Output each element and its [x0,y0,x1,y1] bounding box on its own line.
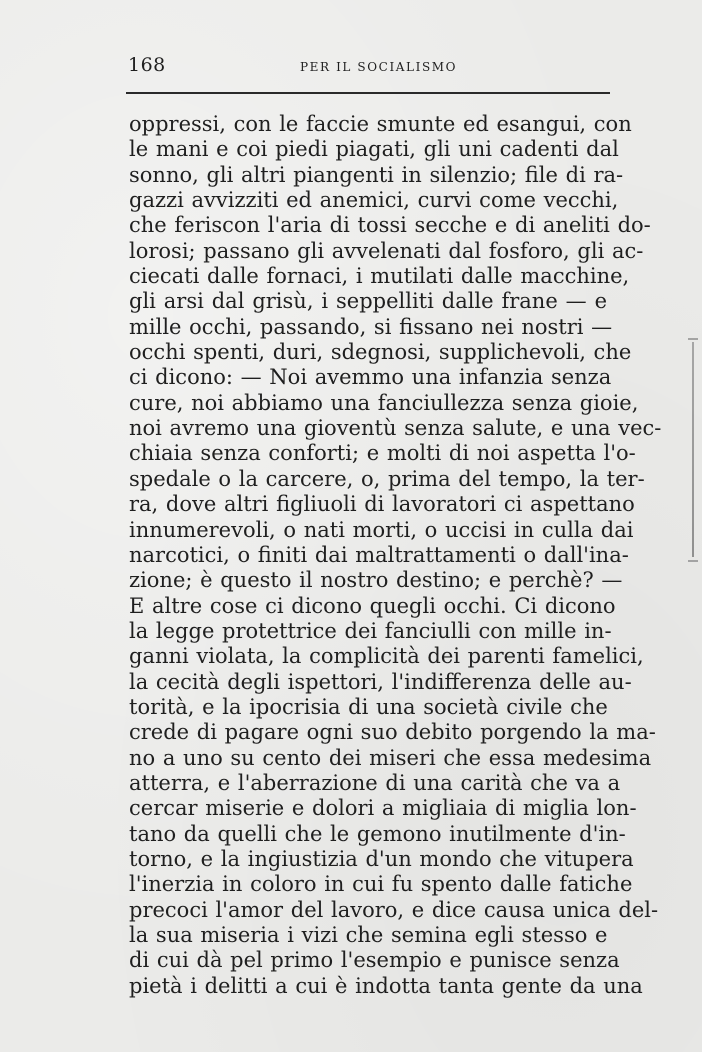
page-header [128,54,608,82]
text-line: gazzi avvizziti ed anemici, curvi come vecchi, [129,188,619,213]
text-line: di cui dà pel primo l'esempio e punisce senza [129,948,620,973]
text-line: cercar miserie e dolori a migliaia di miglia lon- [129,796,637,821]
text-line: torno, e la ingiustizia d'un mondo che vitupera [129,846,634,871]
text-line: precoci l'amor del lavoro, e dice causa unica del- [129,897,659,922]
text-line: che feriscon l'aria di tossi secche e di aneliti do- [129,213,651,238]
text-line: torità, e la ipocrisia di una società civile che [129,694,608,719]
text-line: lorosi; passano gli avvelenati dal fosforo, gli ac- [129,238,644,263]
margin-mark-top [688,338,698,340]
text-line: atterra, e l'aberrazione di una carità che va a [129,770,621,795]
text-line: tano da quelli che le gemono inutilmente d'in- [129,821,626,846]
text-line: gli arsi dal grisù, i seppelliti dalle frane — e [129,289,607,314]
text-line: la sua miseria i vizi che semina egli stesso e [129,923,608,947]
text-line: E altre cose ci dicono quegli occhi. Ci dicono [129,593,616,618]
text-line: la legge protettrice dei fanciulli con mille in- [129,618,612,643]
text-line: narcotici, o finiti dai maltrattamenti o dall'ina- [129,542,629,567]
body-text [129,112,662,999]
text-line: mille occhi, passando, si fissano nei nostri — [129,314,613,339]
page-number: 168 [128,54,166,76]
margin-mark [688,322,698,572]
text-line: no a uno su cento dei miseri che essa medesima [129,745,652,770]
header-rule [126,92,610,94]
margin-mark-bottom [688,560,698,562]
text-line: ra, dove altri figliuoli di lavoratori ci aspettano [129,492,635,517]
text-line: le mani e coi piedi piagati, gli uni cadenti dal [129,137,619,162]
text-line: ganni violata, la complicità dei parenti famelici, [129,644,644,669]
text-line: spedale o la carcere, o, prima del tempo, la ter- [129,466,645,491]
text-line: ci dicono: — Noi avemmo una infanzia senza [129,365,612,390]
text-line: cure, noi abbiamo una fanciullezza senza gioie, [129,390,639,415]
text-line: ciecati dalle fornaci, i mutilati dalle macchine, [129,264,630,289]
text-line: oppressi, con le faccie smunte ed esangui, con [129,112,632,136]
text-line: occhi spenti, duri, sdegnosi, supplichevoli, che [129,340,632,365]
text-line: noi avremo una gioventù senza salute, e una vec- [129,416,662,441]
text-line: zione; è questo il nostro destino; e perchè? — [129,568,623,593]
text-line: innumerevoli, o nati morti, o uccisi in culla dai [129,517,634,542]
running-title: PER IL SOCIALISMO [300,60,458,74]
text-line: la cecità degli ispettori, l'indifferenza delle au- [129,669,632,694]
margin-mark-bar [692,342,694,557]
text-line: sonno, gli altri piangenti in silenzio; file di ra- [129,162,624,187]
text-line: l'inerzia in coloro in cui fu spento dalle fatiche [129,872,633,897]
text-line: pietà i delitti a cui è indotta tanta gente da una [129,973,643,998]
text-line: crede di pagare ogni suo debito porgendo la ma- [129,720,656,745]
text-line: chiaia senza conforti; e molti di noi aspetta l'o- [129,441,636,466]
